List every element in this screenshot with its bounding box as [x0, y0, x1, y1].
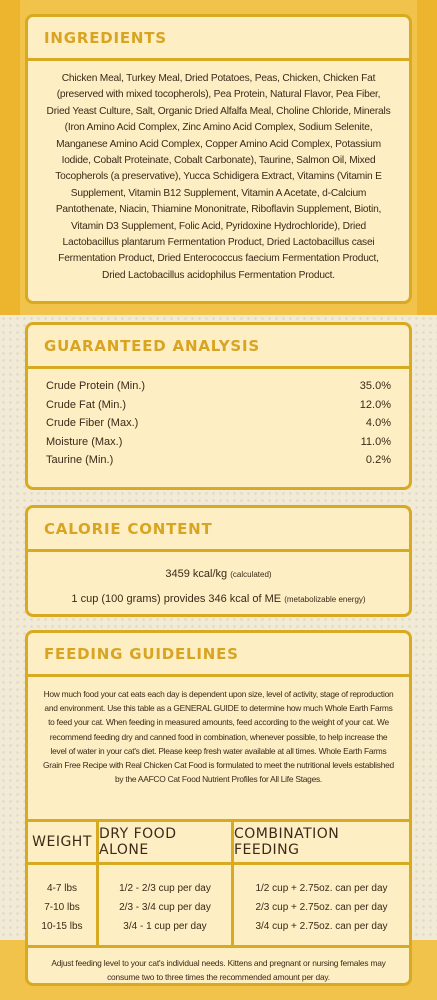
calorie-header [28, 508, 409, 552]
dry-food-cell: 3/4 - 1 cup per day [123, 921, 207, 932]
analysis-title: GUARANTEED ANALYSIS [44, 336, 260, 355]
analysis-table [28, 369, 409, 470]
combination-header: COMBINATION FEEDING [234, 826, 340, 858]
feeding-table-body [28, 865, 409, 948]
weight-header: WEIGHT [28, 822, 99, 862]
analysis-row [46, 377, 391, 396]
calorie-body [28, 552, 409, 612]
combination-cell: 2/3 cup + 2.75oz. can per day [255, 902, 388, 913]
analysis-row [46, 433, 391, 452]
calorie-line-cup [28, 587, 409, 612]
dry-food-cell: 1/2 - 2/3 cup per day [119, 883, 211, 894]
analysis-value: 35.0% [359, 380, 391, 392]
feeding-header [28, 633, 409, 677]
ingredients-panel [25, 14, 412, 304]
weight-column [28, 865, 99, 945]
feeding-table-header [28, 822, 409, 865]
analysis-header [28, 325, 409, 369]
weight-cell: 10-15 lbs [41, 921, 83, 932]
analysis-label: Crude Protein (Min.) [46, 380, 146, 392]
analysis-value: 0.2% [365, 454, 391, 466]
feeding-table [28, 819, 409, 984]
feeding-panel [25, 630, 412, 986]
ingredients-title: INGREDIENTS [44, 28, 167, 47]
calorie-panel [25, 505, 412, 617]
feeding-title: FEEDING GUIDELINES [44, 644, 239, 663]
calorie-kg-note: (calculated) [230, 570, 272, 579]
analysis-label: Taurine (Min.) [46, 454, 114, 466]
combination-column [234, 865, 409, 945]
dry-food-cell: 2/3 - 3/4 cup per day [119, 902, 211, 913]
analysis-label: Crude Fiber (Max.) [46, 417, 139, 429]
feeding-footer-note: Adjust feeding level to your cat's individual needs. Kittens and pregnant or nursing females may consume two to three times the recommended amount per day. [51, 958, 386, 982]
combination-cell: 1/2 cup + 2.75oz. can per day [255, 883, 388, 894]
feeding-intro: How much food your cat eats each day is dependent upon size, level of activity, stage of reproduction and environment. Use this table as a GENERAL GUIDE to determine how much Whole Earth Farms to feed your cat. When feeding in measured amounts, feed according to the weight of your cat. We recommend feeding dry and canned food in combination, whenever possible, to help increase the level of water in your cat's diet. Please keep fresh water available at all times. Whole Earth Farms Grain Free Recipe with Real Chicken Cat Food is formulated to meet the nutritional levels established by the AAFCO Cat Food Nutrient Profiles for All Life Stages. [43, 689, 394, 785]
analysis-label: Moisture (Max.) [46, 435, 123, 448]
weight-cell: 7-10 lbs [44, 902, 80, 913]
weight-cell: 4-7 lbs [46, 883, 77, 894]
dry-food-header: DRY FOOD ALONE [99, 822, 234, 862]
ingredients-text: Chicken Meal, Turkey Meal, Dried Potatoes, Peas, Chicken, Chicken Fat (preserved with mixed tocopherols), Pea Protein, Natural Flavor, Pea Fiber, Dried Yeast Culture, Salt, Organic Dried Alfalfa Meal, Choline Chloride, Minerals (Iron Amino Acid Complex, Zinc Amino Acid Complex, Sodium Selenite, Manganese Amino Acid Complex, Copper Amino Acid Complex, Potassium Iodide, Cobalt Proteinate, Cobalt Carbonate), Taurine, Salmon Oil, Mixed Tocopherols (a preservative), Yucca Schidigera Extract, Vitamins (Vitamin E Supplement, Vitamin B12 Supplement, Vitamin A Acetate, d-Calcium Pantothenate, Niacin, Thiamine Mononitrate, Riboflavin Supplement, Biotin, Vitamin D3 Supplement, Folic Acid, Pyridoxine Hydrochloride), Dried Lactobacillus plantarum Fermentation Product, Dried Lactobacillus casei Fermentation Product, Dried Enterococcus faecium Fermentation Product, Dried Lactobacillus acidophilus Fermentation Product. [46, 73, 391, 281]
analysis-value: 11.0% [360, 435, 391, 448]
analysis-row [46, 414, 391, 433]
analysis-label: Crude Fat (Min.) [46, 398, 127, 411]
calorie-cup-note: (metabolizable energy) [284, 595, 366, 604]
calorie-kg-value: 3459 kcal/kg [165, 568, 228, 580]
analysis-value: 12.0% [359, 398, 391, 411]
calorie-line-kg [28, 562, 409, 587]
analysis-row [46, 396, 391, 415]
combination-cell: 3/4 cup + 2.75oz. can per day [255, 921, 388, 932]
dry-food-column [99, 865, 234, 945]
analysis-value: 4.0% [365, 417, 391, 429]
analysis-row [46, 451, 391, 470]
ingredients-header [28, 17, 409, 61]
calorie-cup-value: 1 cup (100 grams) provides 346 kcal of ME [71, 593, 282, 605]
calorie-title: CALORIE CONTENT [44, 519, 213, 538]
analysis-panel [25, 322, 412, 490]
